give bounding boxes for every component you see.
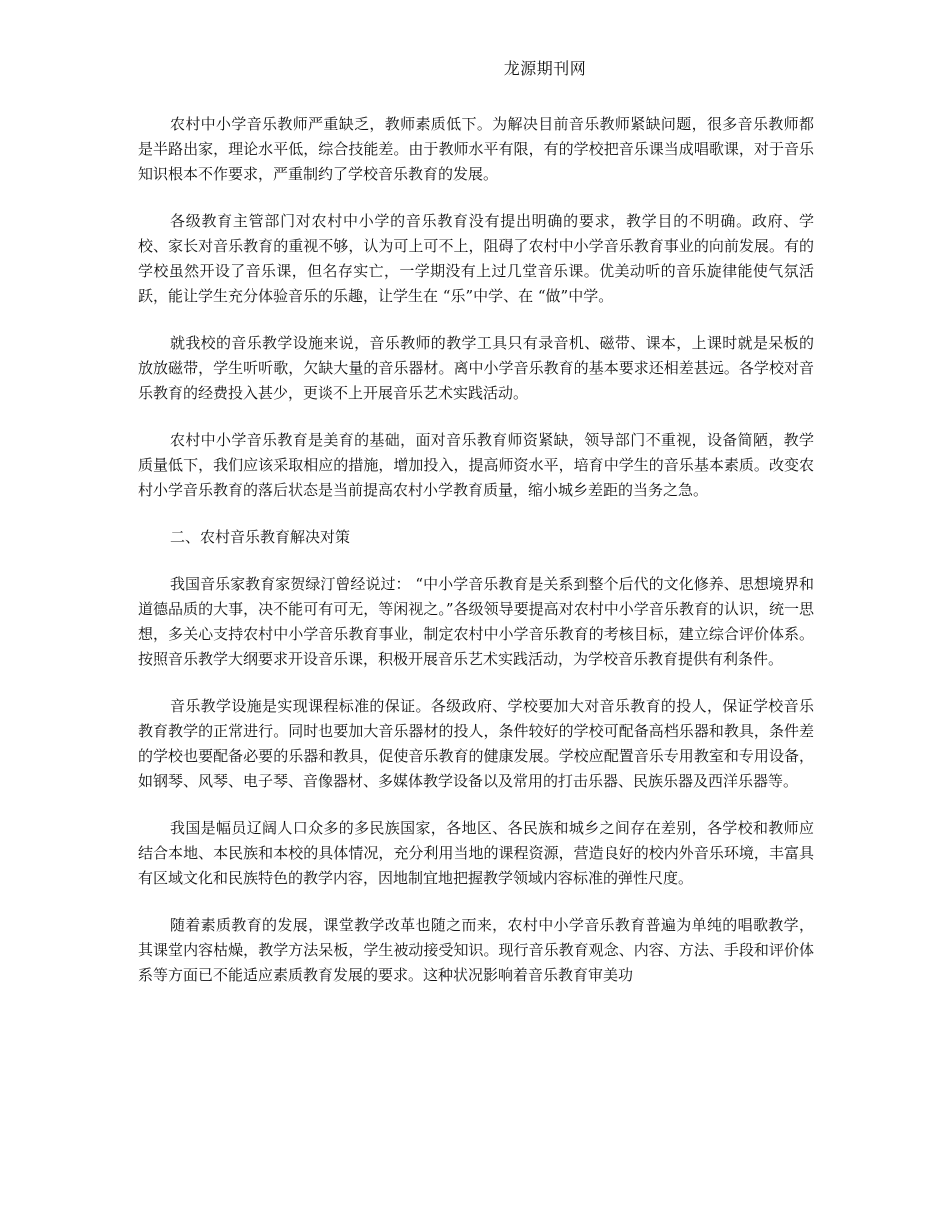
paragraph-4: 农村中小学音乐教育是美育的基础，面对音乐教育师资紧缺，领导部门不重视，设备简陋，教学质量低下，我们应该采取相应的措施，增加投入，提高师资水平，培育中学生的音乐基本素质。改变农村小学音乐教育的落后状态是当前提高农村小学教育质量，缩小城乡差距的当务之急。 [138, 431, 814, 499]
section-heading: 二、农村音乐教育解决对策 [170, 528, 351, 546]
paragraph-3: 就我校的音乐教学设施来说，音乐教师的教学工具只有录音机、磁带、课本，上课时就是呆板的放放磁带，学生听听歌，欠缺大量的音乐器材。离中小学音乐教育的基本要求还相差甚远。各学校对音乐教育的经费投入甚少，更谈不上开展音乐艺术实践活动。 [138, 334, 814, 402]
paragraph-7: 我国是幅员辽阔人口众多的多民族国家，各地区、各民族和城乡之间存在差别，各学校和教师应结合本地、本民族和本校的具体情况，充分利用当地的课程资源，营造良好的校内外音乐环境，丰富具有区域文化和民族特色的教学内容，因地制宜地把握教学领域内容标准的弹性尺度。 [138, 819, 814, 887]
article-body [138, 112, 814, 1010]
paragraph-2: 各级教育主管部门对农村中小学的音乐教育没有提出明确的要求，教学目的不明确。政府、学校、家长对音乐教育的重视不够，认为可上可不上，阻碍了农村中小学音乐教育事业的向前发展。有的学校虽然开设了音乐课，但名存实亡，一学期没有上过几堂音乐课。优美动听的音乐旋律能使气氛活跃，能让学生充分体验音乐的乐趣，让学生在 “乐”中学、在 “做”中学。 [138, 212, 814, 305]
paragraph-6: 音乐教学设施是实现课程标准的保证。各级政府、学校要加大对音乐教育的投人，保证学校音乐教育教学的正常进行。同时也要加大音乐器材的投人，条件较好的学校可配备高档乐器和教具，条件差的学校也要配备必要的乐器和教具，促使音乐教育的健康发展。学校应配置音乐专用教室和专用设备，如钢琴、风琴、电子琴、音像器材、多媒体教学设备以及常用的打击乐器、民族乐器及西洋乐器等。 [138, 697, 814, 790]
paragraph-8: 随着素质教育的发展，课堂教学改革也随之而来，农村中小学音乐教育普遍为单纯的唱歌教学，其课堂内容枯燥，教学方法呆板，学生被动接受知识。现行音乐教育观念、内容、方法、手段和评价体系等方面已不能适应素质教育发展的要求。这种状况影响着音乐教育审美功 [138, 916, 814, 984]
paragraph-5: 我国音乐家教育家贺绿汀曾经说过： “中小学音乐教育是关系到整个后代的文化修养、思想境界和道德品质的大事，决不能可有可无，等闲视之。”各级领导要提高对农村中小学音乐教育的认识，统一思想，多关心支持农村中小学音乐教育事业，制定农村中小学音乐教育的考核目标，建立综合评价体系。按照音乐教学大纲要求开设音乐课，积极开展音乐艺术实践活动，为学校音乐教育提供有利条件。 [138, 575, 814, 668]
paragraph-1: 农村中小学音乐教师严重缺乏，教师素质低下。为解决目前音乐教师紧缺问题，很多音乐教师都是半路出家，理论水平低，综合技能差。由于教师水平有限，有的学校把音乐课当成唱歌课，对于音乐知识根本不作要求，严重制约了学校音乐教育的发展。 [138, 115, 814, 183]
site-header: 龙源期刊网 [503, 59, 587, 78]
